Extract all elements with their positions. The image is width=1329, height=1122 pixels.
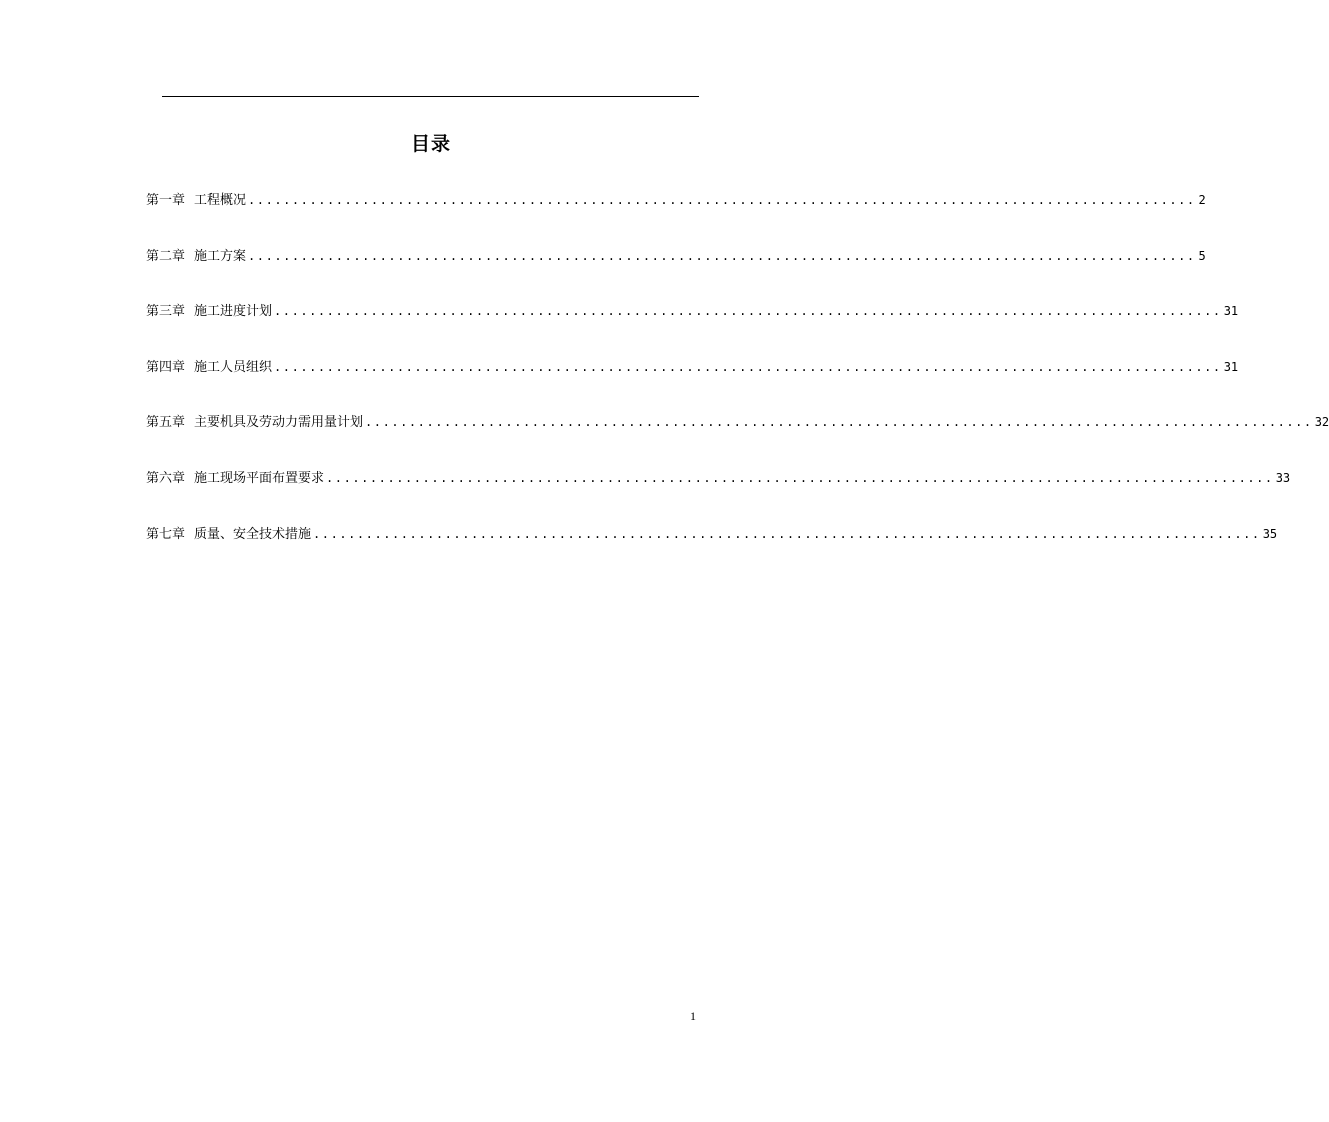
toc-entry[interactable] xyxy=(146,356,1239,412)
toc-chapter-title: 施工人员组织 xyxy=(194,359,273,375)
page-number: 1 xyxy=(690,1009,696,1023)
toc-entry[interactable] xyxy=(146,245,1206,301)
toc-chapter-title: 工程概况 xyxy=(194,193,247,208)
toc-page-number: 35 xyxy=(1262,526,1278,541)
toc-chapter-title: 施工现场平面布置要求 xyxy=(194,470,325,486)
toc-entry[interactable] xyxy=(146,189,1206,245)
toc-chapter-number: 第一章 xyxy=(146,193,186,208)
toc-page-number: 2 xyxy=(1198,193,1206,207)
table-of-contents xyxy=(146,189,1329,578)
toc-dot-leader: ............................................................................................................ xyxy=(248,193,1196,207)
toc-chapter-number: 第二章 xyxy=(146,248,186,264)
toc-entry[interactable] xyxy=(146,300,1239,356)
toc-chapter-number: 第七章 xyxy=(146,526,186,542)
toc-page-number: 32 xyxy=(1314,415,1329,430)
toc-chapter-title: 施工进度计划 xyxy=(194,304,273,320)
toc-entry[interactable] xyxy=(146,411,1329,467)
toc-dot-leader: ............................................................................................................ xyxy=(248,248,1196,263)
toc-dot-leader: ............................................................................................................ xyxy=(313,526,1261,541)
toc-chapter-number: 第四章 xyxy=(146,359,186,375)
toc-entry[interactable] xyxy=(146,523,1278,579)
toc-dot-leader: ............................................................................................................ xyxy=(365,415,1313,430)
toc-chapter-number: 第六章 xyxy=(146,470,186,486)
toc-page-number: 5 xyxy=(1198,248,1206,263)
toc-chapter-title: 施工方案 xyxy=(194,248,247,264)
toc-entry[interactable] xyxy=(146,467,1291,523)
header-rule xyxy=(162,96,699,97)
toc-chapter-title: 质量、安全技术措施 xyxy=(194,526,312,542)
toc-page-number: 31 xyxy=(1223,304,1239,319)
toc-page-number: 31 xyxy=(1223,359,1239,374)
toc-chapter-number: 第三章 xyxy=(146,304,186,320)
toc-page-number: 33 xyxy=(1275,470,1291,485)
toc-dot-leader: ............................................................................................................ xyxy=(274,304,1222,319)
toc-dot-leader: ............................................................................................................ xyxy=(326,470,1274,485)
toc-dot-leader: ............................................................................................................ xyxy=(274,359,1222,374)
toc-chapter-number: 第五章 xyxy=(146,415,186,431)
toc-title: 目录 xyxy=(410,133,451,155)
toc-chapter-title: 主要机具及劳动力需用量计划 xyxy=(194,415,364,431)
